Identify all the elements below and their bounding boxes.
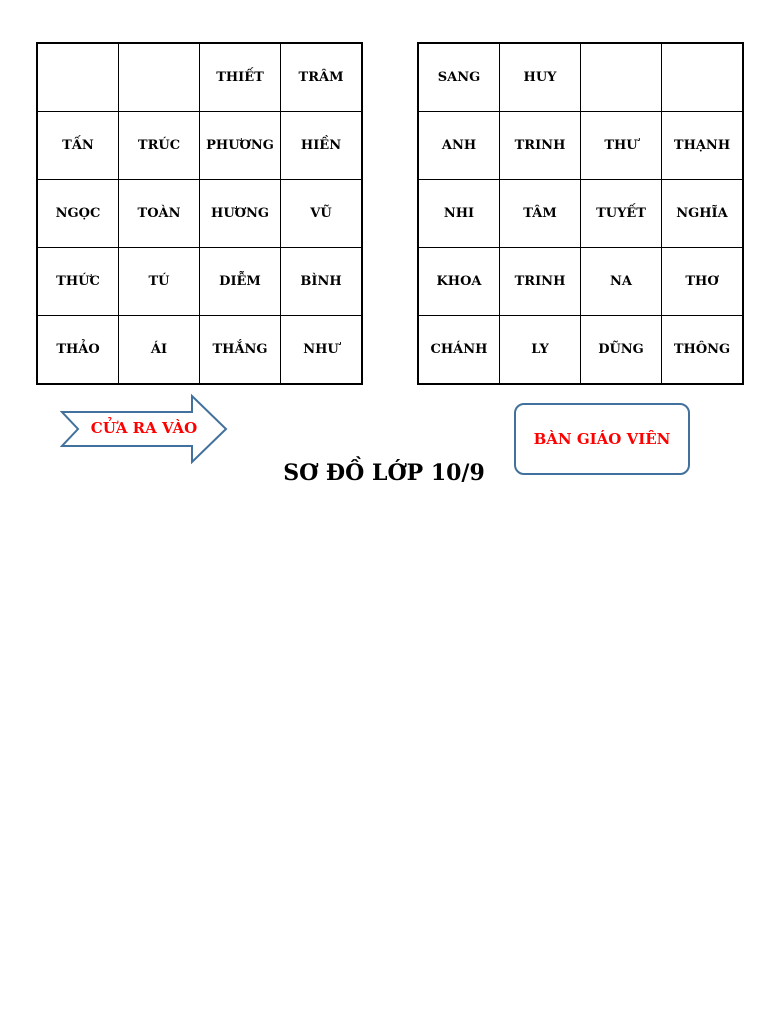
- seat-cell: SANG: [418, 43, 500, 112]
- seat-row: [37, 180, 362, 248]
- seat-row: [418, 316, 743, 385]
- seat-cell: TRÚC: [119, 112, 200, 180]
- seat-cell: NHI: [418, 180, 500, 248]
- seat-row: [37, 248, 362, 316]
- seat-cell: ANH: [418, 112, 500, 180]
- seat-cell: TÚ: [119, 248, 200, 316]
- seat-cell: [581, 43, 662, 112]
- seat-cell: VŨ: [281, 180, 363, 248]
- seat-row: [37, 316, 362, 385]
- seat-cell: NGỌC: [37, 180, 119, 248]
- seat-cell: HIỀN: [281, 112, 363, 180]
- seat-cell: TOÀN: [119, 180, 200, 248]
- seat-cell: THẮNG: [200, 316, 281, 385]
- seat-cell: TRÂM: [281, 43, 363, 112]
- seat-cell: THẠNH: [662, 112, 744, 180]
- seat-cell: NGHĨA: [662, 180, 744, 248]
- seat-cell: TÂM: [500, 180, 581, 248]
- seat-cell: DIỄM: [200, 248, 281, 316]
- seat-cell: THƯ: [581, 112, 662, 180]
- seat-cell: DŨNG: [581, 316, 662, 385]
- seat-cell: NA: [581, 248, 662, 316]
- seat-cell: THÔNG: [662, 316, 744, 385]
- seat-cell: THẢO: [37, 316, 119, 385]
- door-label: CỬA RA VÀO: [90, 419, 198, 437]
- seat-cell: TRINH: [500, 248, 581, 316]
- seat-row: [418, 180, 743, 248]
- seat-row: [418, 248, 743, 316]
- seat-row: [37, 112, 362, 180]
- seat-cell: HUY: [500, 43, 581, 112]
- seating-block-left: [36, 42, 363, 385]
- seat-cell: BÌNH: [281, 248, 363, 316]
- seat-cell: THƠ: [662, 248, 744, 316]
- seat-cell: TẤN: [37, 112, 119, 180]
- seat-cell: KHOA: [418, 248, 500, 316]
- seat-cell: HƯƠNG: [200, 180, 281, 248]
- seat-cell: NHƯ: [281, 316, 363, 385]
- seating-block-right: [417, 42, 744, 385]
- seat-cell: TRINH: [500, 112, 581, 180]
- seat-cell: [37, 43, 119, 112]
- seat-cell: [119, 43, 200, 112]
- seat-cell: THỨC: [37, 248, 119, 316]
- seat-row: [418, 43, 743, 112]
- seat-cell: PHƯƠNG: [200, 112, 281, 180]
- seat-cell: THIẾT: [200, 43, 281, 112]
- seat-cell: CHÁNH: [418, 316, 500, 385]
- seat-row: [37, 43, 362, 112]
- seat-cell: TUYẾT: [581, 180, 662, 248]
- seat-cell: [662, 43, 744, 112]
- teacher-desk-label: BÀN GIÁO VIÊN: [533, 430, 671, 448]
- seat-row: [418, 112, 743, 180]
- seat-cell: LY: [500, 316, 581, 385]
- seat-cell: ÁI: [119, 316, 200, 385]
- page-title: SƠ ĐỒ LỚP 10/9: [283, 460, 485, 486]
